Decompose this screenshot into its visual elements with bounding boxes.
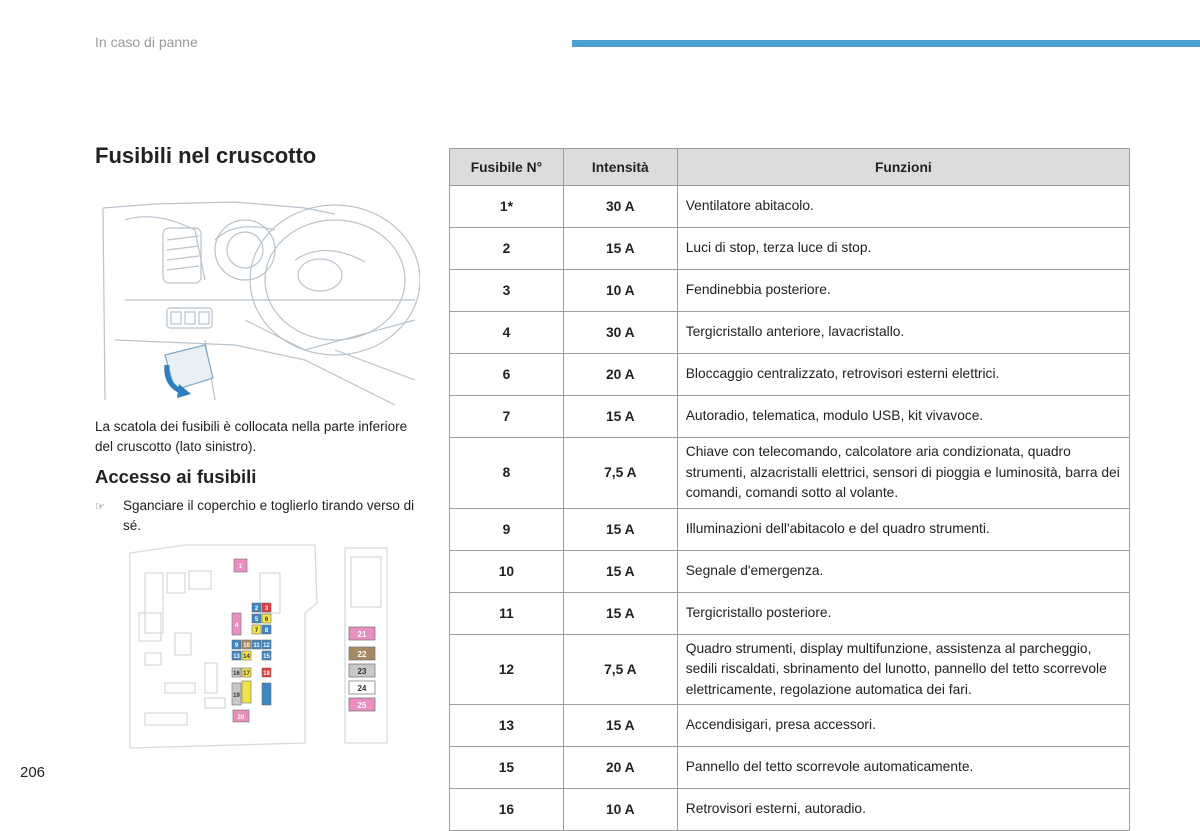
fuse-function: Ventilatore abitacolo.	[677, 186, 1129, 228]
fuse-amperage: 15 A	[563, 592, 677, 634]
fuse-amperage: 20 A	[563, 354, 677, 396]
fuse-number: 3	[450, 270, 564, 312]
fuse-function: Tergicristallo posteriore.	[677, 592, 1129, 634]
svg-text:4: 4	[234, 623, 239, 629]
fuse-function: Quadro strumenti, display multifunzione, assistenza al parcheggio, sedili riscaldati, sbrinamento del lunotto, pannello del tetto scorrevole elettricamente, regolazione automatica dei fari.	[677, 634, 1129, 705]
fuse-amperage: 7,5 A	[563, 634, 677, 705]
svg-text:3: 3	[264, 606, 269, 612]
section-title: Fusibili nel cruscotto	[95, 143, 317, 168]
side-fuse-slots	[349, 627, 375, 711]
fuse-function: Fendinebbia posteriore.	[677, 270, 1129, 312]
svg-text:7: 7	[254, 628, 259, 634]
svg-text:18: 18	[263, 671, 270, 677]
running-header: In caso di panne	[95, 34, 198, 50]
fuse-amperage: 15 A	[563, 705, 677, 747]
table-row	[450, 592, 1130, 634]
svg-text:16: 16	[233, 671, 240, 677]
table-row	[450, 438, 1130, 509]
fuse-table	[449, 148, 1130, 831]
svg-text:20: 20	[237, 715, 245, 721]
svg-text:10: 10	[243, 643, 250, 649]
pointing-hand-icon: ☞	[95, 501, 105, 513]
svg-text:2: 2	[254, 606, 259, 612]
svg-text:25: 25	[357, 701, 367, 710]
header-amperage: Intensità	[563, 149, 677, 186]
fuse-amperage: 20 A	[563, 747, 677, 789]
table-row	[450, 354, 1130, 396]
table-header-row	[450, 149, 1130, 186]
svg-text:1: 1	[238, 564, 243, 570]
fuse-number: 12	[450, 634, 564, 705]
fuse-amperage: 15 A	[563, 550, 677, 592]
fuse-amperage: 15 A	[563, 228, 677, 270]
table-row	[450, 396, 1130, 438]
fuse-number: 11	[450, 592, 564, 634]
fuse-amperage: 30 A	[563, 186, 677, 228]
table-row	[450, 186, 1130, 228]
table-row	[450, 705, 1130, 747]
fuse-function: Luci di stop, terza luce di stop.	[677, 228, 1129, 270]
fuse-number: 15	[450, 747, 564, 789]
fuse-amperage: 10 A	[563, 789, 677, 831]
fuse-amperage: 15 A	[563, 396, 677, 438]
svg-text:17: 17	[243, 671, 250, 677]
access-fuses-title: Accesso ai fusibili	[95, 466, 257, 487]
fuse-number: 7	[450, 396, 564, 438]
fuse-amperage: 30 A	[563, 312, 677, 354]
page-number: 206	[20, 764, 46, 781]
fuse-function: Illuminazioni dell'abitacolo e del quadro strumenti.	[677, 508, 1129, 550]
instruction-text: Sganciare il coperchio e toglierlo tirando verso di sé.	[123, 498, 415, 533]
header-accent-bar	[572, 40, 1200, 47]
svg-text:8: 8	[264, 628, 269, 634]
fuse-number: 6	[450, 354, 564, 396]
fuse-function: Pannello del tetto scorrevole automaticamente.	[677, 747, 1129, 789]
table-row	[450, 270, 1130, 312]
svg-text:11: 11	[253, 643, 260, 649]
svg-text:19: 19	[233, 693, 240, 699]
fuse-number: 8	[450, 438, 564, 509]
fuse-number: 4	[450, 312, 564, 354]
svg-text:23: 23	[357, 667, 367, 676]
svg-text:12: 12	[263, 643, 270, 649]
fuse-amperage: 10 A	[563, 270, 677, 312]
svg-text:15: 15	[263, 654, 270, 660]
table-row	[450, 312, 1130, 354]
fuse-19b	[242, 681, 251, 703]
fuse-function: Accendisigari, presa accessori.	[677, 705, 1129, 747]
svg-text:22: 22	[357, 650, 367, 659]
fuse-number: 2	[450, 228, 564, 270]
dashboard-illustration	[95, 200, 420, 410]
fuse-function: Autoradio, telematica, modulo USB, kit vivavoce.	[677, 396, 1129, 438]
svg-text:13: 13	[233, 654, 240, 660]
fuse-function: Retrovisori esterni, autoradio.	[677, 789, 1129, 831]
fuse-number: 9	[450, 508, 564, 550]
fuse-box-location-caption: La scatola dei fusibili è collocata nella parte inferiore del cruscotto (lato sinistro).	[95, 419, 408, 454]
fuse-function: Segnale d'emergenza.	[677, 550, 1129, 592]
table-row	[450, 228, 1130, 270]
svg-text:6: 6	[264, 617, 269, 623]
fuse-box-diagram	[125, 543, 395, 750]
fuse-amperage: 7,5 A	[563, 438, 677, 509]
table-row	[450, 550, 1130, 592]
table-row	[450, 508, 1130, 550]
svg-text:9: 9	[234, 643, 239, 649]
table-row	[450, 747, 1130, 789]
svg-text:24: 24	[357, 684, 367, 693]
fuse-slots	[232, 559, 271, 722]
fuse-function: Tergicristallo anteriore, lavacristallo.	[677, 312, 1129, 354]
instruction-bullet	[95, 496, 415, 536]
table-row	[450, 634, 1130, 705]
header-functions: Funzioni	[677, 149, 1129, 186]
fuse-number: 10	[450, 550, 564, 592]
svg-text:21: 21	[357, 630, 367, 639]
svg-text:5: 5	[254, 617, 259, 623]
fuse-number: 13	[450, 705, 564, 747]
table-row	[450, 789, 1130, 831]
fuse-number: 1*	[450, 186, 564, 228]
fuse-amperage: 15 A	[563, 508, 677, 550]
header-fuse-number: Fusibile N°	[450, 149, 564, 186]
fuse-function: Chiave con telecomando, calcolatore aria condizionata, quadro strumenti, alzacristalli elettrici, sensori di pioggia e luminosità, barra dei comandi, comandi sotto al volante.	[677, 438, 1129, 509]
svg-text:14: 14	[243, 654, 250, 660]
fuse-number: 16	[450, 789, 564, 831]
fuse-function: Bloccaggio centralizzato, retrovisori esterni elettrici.	[677, 354, 1129, 396]
fuse-col-blue	[262, 683, 271, 705]
